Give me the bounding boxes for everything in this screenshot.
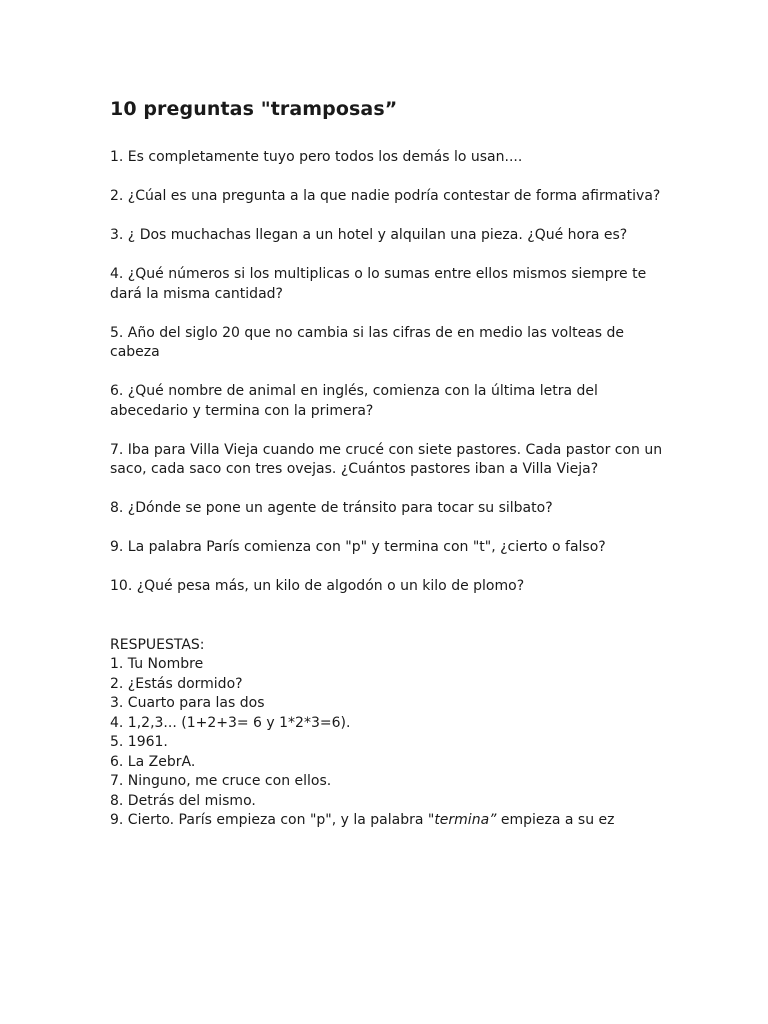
answer-7: 7. Ninguno, me cruce con ellos. [110,773,332,789]
answer-1: 1. Tu Nombre [110,656,204,672]
answer-9-text-start: 9. Cierto. París empieza con "p", y la palabra " [110,812,435,828]
question-8: 8. ¿Dónde se pone un agente de tránsito para tocar su silbato? [110,500,553,516]
answer-9-italic-word: termina” [434,812,497,828]
document-page [110,96,670,831]
questions-list [110,148,670,597]
question-2: 2. ¿Cúal es una pregunta a la que nadie podría contestar de forma afirmativa? [110,188,661,204]
answer-6: 6. La ZebrA. [110,753,196,770]
answer-9-text-end: empieza a su ez [496,812,615,828]
answer-8: 8. Detrás del mismo. [110,792,256,809]
question-4: 4. ¿Qué números si los multiplicas o lo sumas entre ellos mismos siempre te dará la misma cantidad? [110,266,647,302]
question-7: 7. Iba para Villa Vieja cuando me crucé con siete pastores. Cada pastor con un saco, cada saco con tres ovejas. ¿Cuántos pastores iban a Villa Vieja? [110,441,663,477]
document-title: 10 preguntas "tramposas” [110,98,398,120]
answer-5: 5. 1961. [110,734,168,750]
answer-4: 4. 1,2,3... (1+2+3= 6 y 1*2*3=6). [110,714,351,731]
question-10: 10. ¿Qué pesa más, un kilo de algodón o un kilo de plomo? [110,578,525,594]
answers-section [110,636,670,831]
answer-3: 3. Cuarto para las dos [110,695,265,711]
question-6: 6. ¿Qué nombre de animal en inglés, comienza con la última letra del abecedario y termina con la primera? [110,383,598,419]
answer-2: 2. ¿Estás dormido? [110,675,243,692]
answers-heading: RESPUESTAS: [110,636,205,653]
question-9: 9. La palabra París comienza con "p" y termina con "t", ¿cierto o falso? [110,539,606,555]
question-3: 3. ¿ Dos muchachas llegan a un hotel y alquilan una pieza. ¿Qué hora es? [110,227,628,243]
question-1: 1. Es completamente tuyo pero todos los demás lo usan.... [110,149,523,165]
answer-9 [110,811,670,831]
question-5: 5. Año del siglo 20 que no cambia si las cifras de en medio las volteas de cabeza [110,324,625,360]
